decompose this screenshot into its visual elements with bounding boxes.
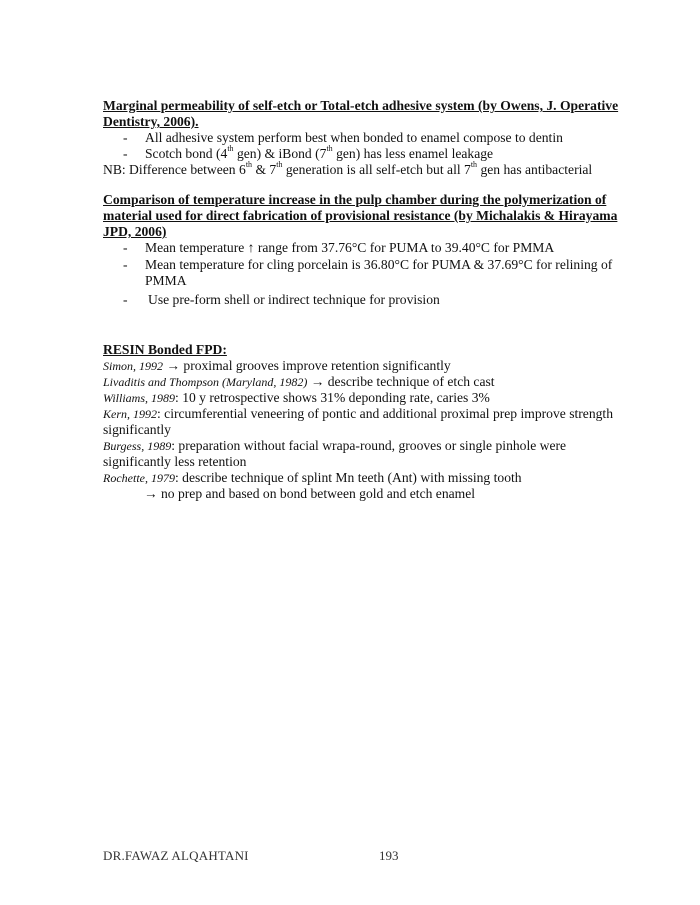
list-item-text: All adhesive system perform best when bonded to enamel compose to dentin [145,130,563,145]
list-item [103,146,623,162]
bullet-list [103,240,623,308]
section-heading: Comparison of temperature increase in the pulp chamber during the polymerization of material used for direct fabrication of provisional resistance (by Michalakis & Hirayama JPD, 2006) [103,192,618,239]
reference-entry: Kern, 1992: circumferential veneering of pontic and additional proximal prep improve strength significantly [103,406,613,437]
section-temperature-comparison [103,192,623,308]
footer-author: DR.FAWAZ ALQAHTANI [103,848,249,863]
list-item-text: Mean temperature for cling porcelain is 36.80°C for PUMA & 37.69°C for relining of PMMA [145,257,613,288]
section-marginal-permeability [103,98,623,178]
reference-continuation: → no prep and based on bond between gold and etch enamel [144,486,476,501]
reference-entry: Williams, 1989: 10 y retrospective shows 31% deponding rate, caries 3% [103,390,490,405]
page-number: 193 [379,848,399,863]
list-item-text: Mean temperature ↑ range from 37.76°C for PUMA to 39.40°C for PMMA [145,240,555,255]
section-resin-bonded-fpd [103,342,623,502]
list-item-text: Scotch bond (4th gen) & iBond (7th gen) has less enamel leakage [145,144,494,161]
list-item [103,257,623,289]
nb-note: NB: Difference between 6th & 7th generation is all self-etch but all 7th gen has antibacterial [103,160,593,177]
reference-entry: Livaditis and Thompson (Maryland, 1982) → describe technique of etch cast [103,374,495,389]
list-item [103,292,623,308]
section-heading: RESIN Bonded FPD: [103,342,227,357]
document-page [103,98,623,502]
list-item-text: Use pre-form shell or indirect technique for provision [148,292,440,307]
reference-entry: Burgess, 1989: preparation without facial wrapa-round, grooves or single pinhole were significantly less retention [103,438,567,469]
section-heading: Marginal permeability of self-etch or Total-etch adhesive system (by Owens, J. Operative Dentistry, 2006). [103,98,619,129]
list-item [103,130,623,146]
reference-entry: Simon, 1992 → proximal grooves improve retention significantly [103,358,451,373]
bullet-list [103,130,623,162]
list-item [103,240,623,256]
reference-entry: Rochette, 1979: describe technique of splint Mn teeth (Ant) with missing tooth [103,470,522,485]
